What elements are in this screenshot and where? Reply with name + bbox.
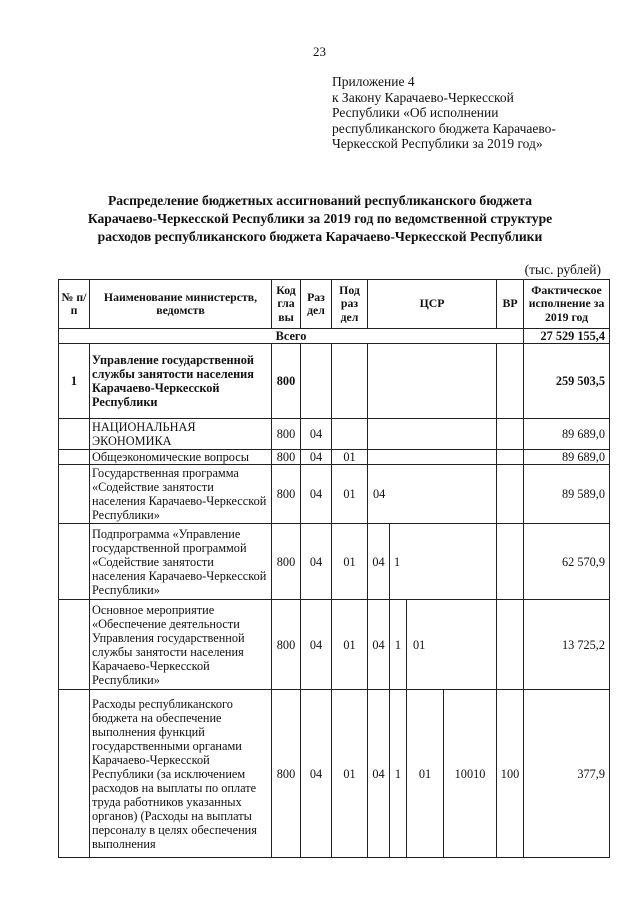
- row-vr: 100: [497, 690, 524, 858]
- row-value: 13 725,2: [524, 600, 610, 690]
- row-name: НАЦИОНАЛЬНАЯ ЭКОНОМИКА: [90, 419, 272, 450]
- row-num: [59, 600, 90, 690]
- row-subsection: 01: [332, 690, 368, 858]
- row-code: 800: [272, 465, 301, 524]
- document-title: [20, 192, 620, 246]
- row-subsection: 01: [332, 450, 368, 465]
- row-csr-event: 01: [407, 690, 444, 858]
- row-csr-subprogram: 1: [390, 524, 497, 600]
- row-vr: [497, 419, 524, 450]
- header-vr: ВР: [497, 280, 524, 329]
- row-section: [301, 344, 332, 419]
- row-num: [59, 690, 90, 858]
- row-code: 800: [272, 690, 301, 858]
- row-name: Подпрограмма «Управление государственной программой «Содействие занятости населения Карачаево-Черкесской Республики»: [90, 524, 272, 600]
- row-code: 800: [272, 344, 301, 419]
- budget-table: [58, 279, 610, 858]
- header-name: Наименование министерств, ведомств: [90, 280, 272, 329]
- row-vr: [497, 600, 524, 690]
- title-line: Карачаево-Черкесской Республики за 2019 год по ведомственной структуре: [87, 211, 553, 226]
- row-subsection: [332, 419, 368, 450]
- row-section: 04: [301, 600, 332, 690]
- row-name: Общеэкономические вопросы: [90, 450, 272, 465]
- row-name: Основное мероприятие «Обеспечение деятельности Управления государственной службы занятости населения Карачаево-Черкесской Республики»: [90, 600, 272, 690]
- row-code: 800: [272, 450, 301, 465]
- header-subsection: Под раз дел: [332, 280, 368, 329]
- row-value: 62 570,9: [524, 524, 610, 600]
- header-code: Код гла вы: [272, 280, 301, 329]
- appendix-line: Черкесской Республики за 2019 год»: [332, 136, 543, 151]
- table-row: [59, 600, 610, 690]
- units-label: (тыс. рублей): [524, 262, 601, 277]
- row-section: 04: [301, 450, 332, 465]
- row-value: 89 589,0: [524, 465, 610, 524]
- row-section: 04: [301, 524, 332, 600]
- row-section: 04: [301, 690, 332, 858]
- table-row: [59, 524, 610, 600]
- row-value: 89 689,0: [524, 450, 610, 465]
- table-row: [59, 344, 610, 419]
- row-name: Расходы республиканского бюджета на обеспечение выполнения функций государственными органами Карачаево-Черкесской Республики (за исключением расходов на выплаты по оплате труда работников указанных органов) (Расходы на выплаты персоналу в целях обеспечения выполнения: [90, 690, 272, 858]
- row-vr: [497, 344, 524, 419]
- row-vr: [497, 524, 524, 600]
- header-row: [59, 280, 610, 329]
- row-value: 377,9: [524, 690, 610, 858]
- row-csr-subprogram: 1: [390, 600, 407, 690]
- page-number: 23: [313, 44, 326, 59]
- row-vr: [497, 465, 524, 524]
- row-code: 800: [272, 600, 301, 690]
- row-code: 800: [272, 419, 301, 450]
- row-subsection: 01: [332, 600, 368, 690]
- table-row: [59, 419, 610, 450]
- row-vr: [497, 450, 524, 465]
- appendix-line: Республики «Об исполнении: [332, 105, 499, 120]
- row-num: [59, 419, 90, 450]
- title-line: Распределение бюджетных ассигнований республиканского бюджета: [107, 193, 533, 208]
- row-subsection: [332, 344, 368, 419]
- row-num: [59, 524, 90, 600]
- appendix-line: к Закону Карачаево-Черкесской: [332, 89, 514, 105]
- row-csr: [368, 344, 497, 419]
- title-line: расходов республиканского бюджета Карачаево-Черкесской Республики: [97, 229, 543, 244]
- row-csr-subprogram: 1: [390, 690, 407, 858]
- total-row: [59, 329, 610, 344]
- row-csr-program: 04: [368, 690, 390, 858]
- row-section: 04: [301, 419, 332, 450]
- row-subsection: 01: [332, 465, 368, 524]
- row-csr-event: 01: [407, 600, 497, 690]
- row-csr: [368, 419, 497, 450]
- row-num: [59, 465, 90, 524]
- table-row: [59, 465, 610, 524]
- row-value: 259 503,5: [524, 344, 610, 419]
- row-name: Государственная программа «Содействие занятости населения Карачаево-Черкесской Республики»: [90, 465, 272, 524]
- row-csr-direction: 10010: [444, 690, 497, 858]
- appendix-line: республиканского бюджета Карачаево-: [332, 120, 556, 136]
- total-label: Всего: [59, 329, 524, 344]
- row-csr: [368, 450, 497, 465]
- row-value: 89 689,0: [524, 419, 610, 450]
- row-subsection: 01: [332, 524, 368, 600]
- appendix-line: Приложение 4: [332, 74, 415, 89]
- header-csr: ЦСР: [368, 280, 497, 329]
- row-csr-program: 04: [368, 600, 390, 690]
- table-row: [59, 690, 610, 858]
- row-num: 1: [59, 344, 90, 419]
- total-value: 27 529 155,4: [524, 329, 610, 344]
- row-section: 04: [301, 465, 332, 524]
- header-num: № п/п: [59, 280, 90, 329]
- header-actual: Фактическое исполнение за 2019 год: [524, 280, 610, 329]
- header-section: Раз дел: [301, 280, 332, 329]
- row-name: Управление государственной службы занятости населения Карачаево-Черкесской Республики: [90, 344, 272, 419]
- row-csr: 04: [368, 465, 497, 524]
- appendix-note: [332, 74, 622, 152]
- row-num: [59, 450, 90, 465]
- row-csr-program: 04: [368, 524, 390, 600]
- table-row: [59, 450, 610, 465]
- row-code: 800: [272, 524, 301, 600]
